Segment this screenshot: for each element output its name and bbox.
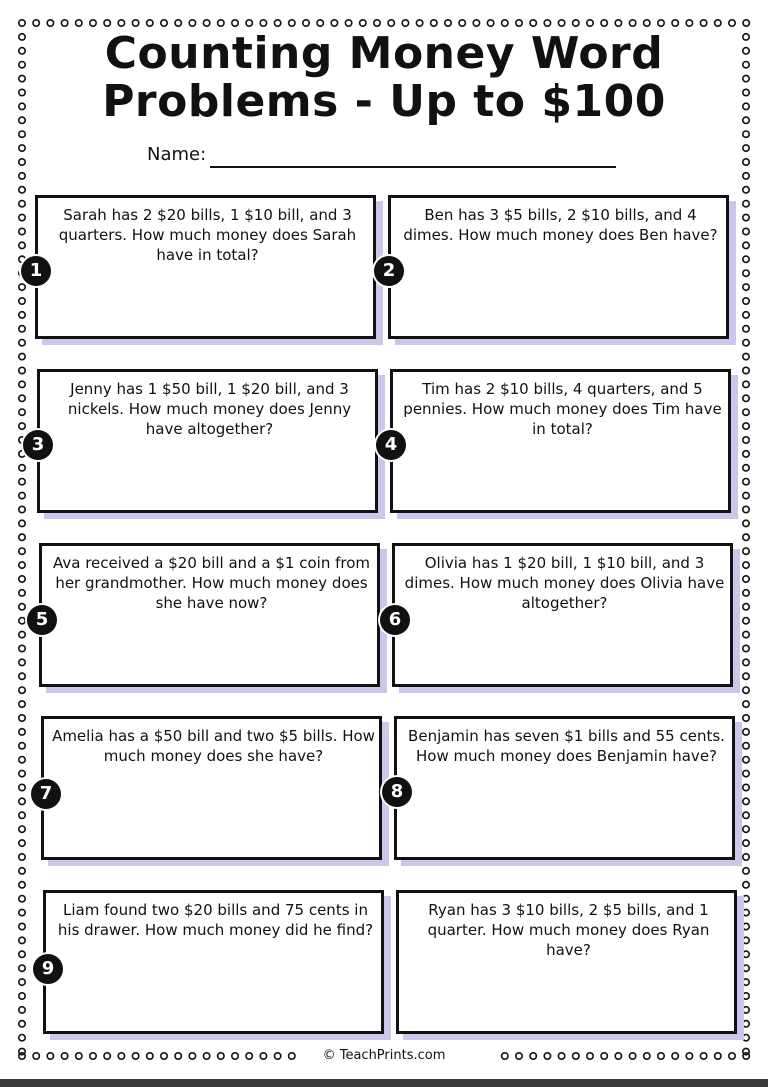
problem-card-8 <box>394 716 735 860</box>
problem-number-badge: 9 <box>33 954 63 984</box>
problem-card-5 <box>39 543 380 687</box>
name-field <box>147 144 617 170</box>
problem-card-9 <box>43 890 384 1034</box>
problem-number-badge: 8 <box>382 777 412 807</box>
footer-text: © TeachPrints.com <box>317 1048 452 1063</box>
problem-number-badge: 2 <box>374 256 404 286</box>
problem-text: Jenny has 1 $50 bill, 1 $20 bill, and 3 nickels. How much money does Jenny have altogether? <box>67 380 352 438</box>
problem-text: Tim has 2 $10 bills, 4 quarters, and 5 pennies. How much money does Tim have in total? <box>403 380 722 438</box>
page-title: Counting Money Word Problems - Up to $100 <box>102 28 666 127</box>
bottom-edge-bar <box>0 1079 768 1087</box>
problem-text: Ryan has 3 $10 bills, 2 $5 bills, and 1 quarter. How much money does Ryan have? <box>427 901 710 959</box>
problem-card-4 <box>390 369 731 513</box>
name-line[interactable] <box>210 166 616 168</box>
problem-text: Ava received a $20 bill and a $1 coin from her grandmother. How much money does she have now? <box>52 554 371 612</box>
problem-text: Amelia has a $50 bill and two $5 bills. How much money does she have? <box>52 727 375 765</box>
problem-card-7 <box>41 716 382 860</box>
problem-number-badge: 3 <box>23 430 53 460</box>
problem-card-10 <box>396 890 737 1034</box>
problem-text: Sarah has 2 $20 bills, 1 $10 bill, and 3 quarters. How much money does Sarah have in total? <box>58 206 357 264</box>
problem-number-badge: 1 <box>21 256 51 286</box>
problem-number-badge: 7 <box>31 779 61 809</box>
name-label: Name: <box>147 144 207 165</box>
problem-number-badge: 6 <box>380 605 410 635</box>
problem-card-2 <box>388 195 729 339</box>
problem-number-badge: 4 <box>376 430 406 460</box>
problem-text: Ben has 3 $5 bills, 2 $10 bills, and 4 dimes. How much money does Ben have? <box>403 206 718 244</box>
problem-number-badge: 5 <box>27 605 57 635</box>
footer-credit <box>0 1048 768 1063</box>
problem-card-6 <box>392 543 733 687</box>
problem-text: Liam found two $20 bills and 75 cents in his drawer. How much money did he find? <box>57 901 374 939</box>
problem-card-3 <box>37 369 378 513</box>
problem-text: Olivia has 1 $20 bill, 1 $10 bill, and 3 dimes. How much money does Olivia have altogether? <box>404 554 725 612</box>
problem-text: Benjamin has seven $1 bills and 55 cents. How much money does Benjamin have? <box>408 727 725 765</box>
problem-card-1 <box>35 195 376 339</box>
